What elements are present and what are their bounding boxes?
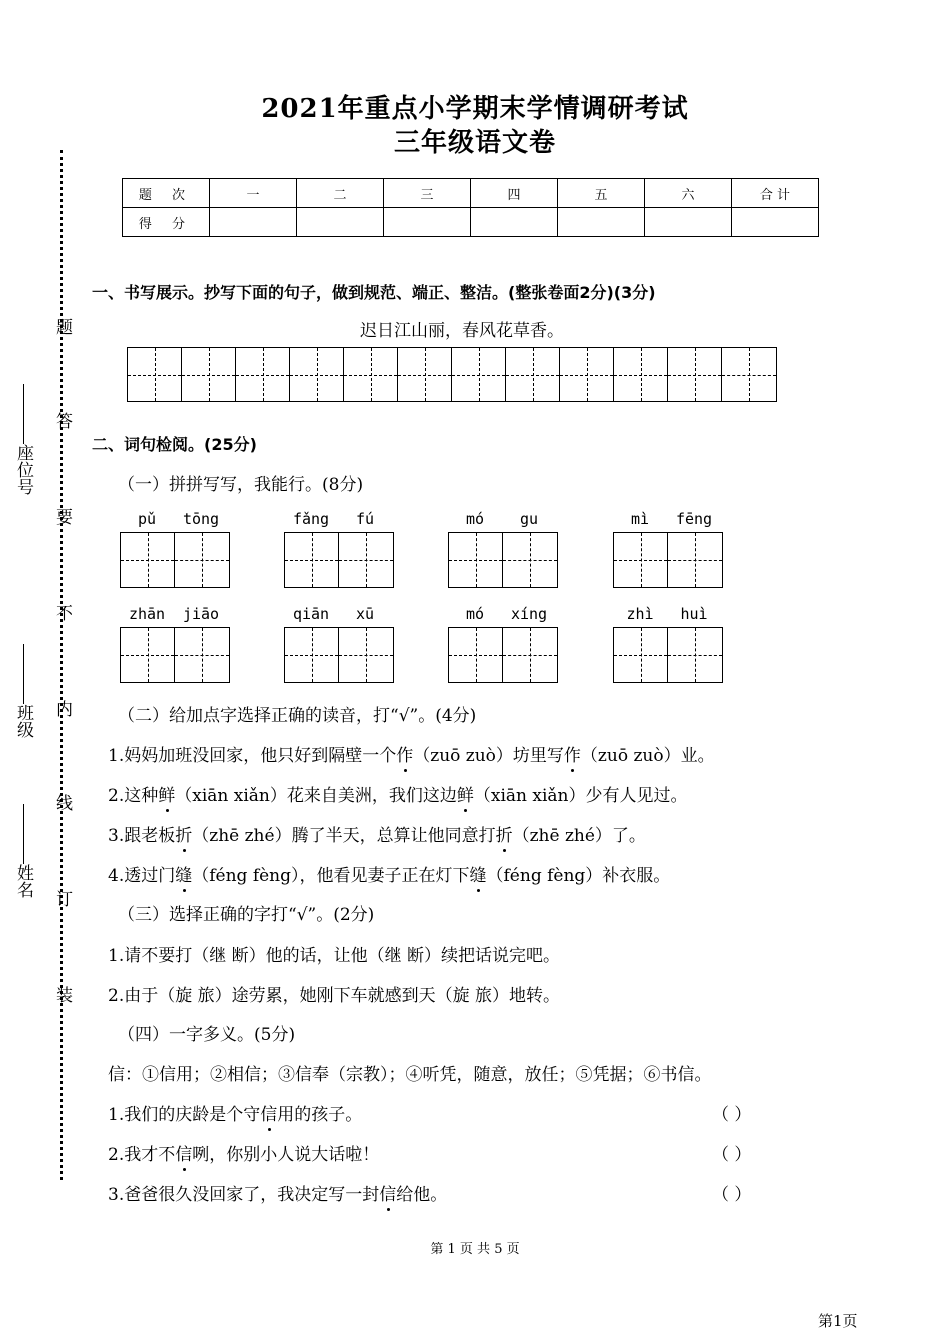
question-line: 1.妈妈加班没回家，他只好到隔壁一个作（zuō zuò）坊里写作（zuō zuò）业。 <box>108 746 715 766</box>
copy-writing-grid[interactable] <box>127 347 777 402</box>
part1-heading: （一）拼拼写写，我能行。(8分) <box>118 475 364 495</box>
question-line: 4.透过门缝（féng fèng），他看见妻子正在灯下缝（féng fèng）补衣服。 <box>108 866 671 886</box>
writing-cell[interactable] <box>339 533 393 587</box>
writing-cell[interactable] <box>452 348 506 401</box>
seat-number-label: 座位号 <box>13 444 33 495</box>
writing-cell[interactable] <box>560 348 614 401</box>
score-cell[interactable] <box>384 208 471 237</box>
pinyin-label: gu <box>519 510 539 528</box>
writing-cell[interactable] <box>182 348 236 401</box>
part3-heading: （三）选择正确的字打“√”。(2分) <box>118 905 375 925</box>
page-number-center: 第 1 页 共 5 页 <box>430 1242 520 1257</box>
table-row-header: 题 次 <box>123 179 210 208</box>
writing-cell[interactable] <box>121 628 175 682</box>
writing-cell[interactable] <box>285 628 339 682</box>
writing-cell[interactable] <box>449 533 503 587</box>
column-header: 五 <box>558 179 645 208</box>
writing-cell[interactable] <box>506 348 560 401</box>
writing-cell[interactable] <box>121 533 175 587</box>
margin-char: 题 <box>52 318 72 335</box>
score-cell[interactable] <box>210 208 297 237</box>
pinyin-label: mì <box>630 510 650 528</box>
column-header: 六 <box>645 179 732 208</box>
margin-char: 线 <box>52 794 72 811</box>
table-row-header: 得 分 <box>123 208 210 237</box>
page-number-right: 第1页 <box>818 1312 858 1330</box>
name-label: 姓名 <box>13 864 33 898</box>
meanings-line: 信：①信用；②相信；③信奉（宗教）；④听凭，随意，放任；⑤凭据；⑥书信。 <box>108 1065 712 1085</box>
column-header: 四 <box>471 179 558 208</box>
writing-cell[interactable] <box>668 533 722 587</box>
dotted-char: 信 <box>379 1185 397 1205</box>
exam-subtitle: 三年级语文卷 <box>393 128 556 158</box>
class-field[interactable] <box>14 640 31 738</box>
score-value-row <box>123 208 819 237</box>
score-cell[interactable] <box>558 208 645 237</box>
dotted-char: 作 <box>563 746 581 766</box>
pinyin-label: huì <box>680 605 708 623</box>
pinyin-label: pǔ <box>137 510 157 528</box>
pinyin-label: jiāo <box>182 605 220 623</box>
question-line: 1.我们的庆龄是个守信用的孩子。 <box>108 1105 363 1125</box>
writing-cell[interactable] <box>614 348 668 401</box>
answer-blank[interactable]: （ ） <box>712 1105 752 1125</box>
writing-cell[interactable] <box>128 348 182 401</box>
writing-cell[interactable] <box>722 348 776 401</box>
pinyin-writing-box[interactable] <box>613 627 723 683</box>
column-header: 二 <box>297 179 384 208</box>
score-table <box>122 178 819 237</box>
question-line: 2.我才不信咧，你别小人说大话啦！ <box>108 1145 380 1165</box>
pinyin-writing-box[interactable] <box>284 627 394 683</box>
writing-cell[interactable] <box>285 533 339 587</box>
margin-char: 答 <box>52 412 72 429</box>
copy-sentence: 迟日江山丽，春风花草香。 <box>360 321 564 341</box>
section1-heading: 一、书写展示。抄写下面的句子，做到规范、端正、整洁。(整张卷面2分)(3分) <box>92 283 656 302</box>
column-header: 合 计 <box>732 179 819 208</box>
score-cell[interactable] <box>732 208 819 237</box>
margin-char: 内 <box>52 700 72 717</box>
part4-heading: （四）一字多义。(5分) <box>118 1025 296 1045</box>
binding-dotted-line <box>60 150 63 1180</box>
dotted-char: 鲜 <box>158 786 176 806</box>
writing-cell[interactable] <box>290 348 344 401</box>
writing-cell[interactable] <box>175 533 229 587</box>
pinyin-label: mó <box>465 510 485 528</box>
writing-cell[interactable] <box>503 628 557 682</box>
writing-cell[interactable] <box>668 628 722 682</box>
pinyin-label: xíng <box>510 605 548 623</box>
writing-cell[interactable] <box>339 628 393 682</box>
margin-char: 装 <box>52 986 72 1003</box>
pinyin-writing-box[interactable] <box>448 627 558 683</box>
dotted-char: 鲜 <box>456 786 474 806</box>
dotted-char: 折 <box>495 826 513 846</box>
writing-cell[interactable] <box>236 348 290 401</box>
pinyin-writing-box[interactable] <box>120 532 230 588</box>
answer-blank[interactable]: （ ） <box>712 1145 752 1165</box>
writing-cell[interactable] <box>175 628 229 682</box>
dotted-char: 折 <box>175 826 193 846</box>
pinyin-writing-box[interactable] <box>448 532 558 588</box>
pinyin-label: fēng <box>675 510 713 528</box>
exam-title: 2021年重点小学期末学情调研考试 <box>261 94 689 124</box>
pinyin-label: tōng <box>182 510 220 528</box>
pinyin-label: fú <box>355 510 375 528</box>
writing-cell[interactable] <box>503 533 557 587</box>
class-label: 班级 <box>13 704 33 738</box>
column-header: 三 <box>384 179 471 208</box>
answer-blank[interactable]: （ ） <box>712 1185 752 1205</box>
writing-cell[interactable] <box>614 533 668 587</box>
writing-cell[interactable] <box>398 348 452 401</box>
dotted-char: 信 <box>260 1105 278 1125</box>
margin-char: 要 <box>52 508 72 525</box>
column-header: 一 <box>210 179 297 208</box>
dotted-char: 作 <box>396 746 414 766</box>
score-cell[interactable] <box>297 208 384 237</box>
dotted-char: 缝 <box>469 866 487 886</box>
writing-cell[interactable] <box>614 628 668 682</box>
pinyin-writing-box[interactable] <box>613 532 723 588</box>
section2-heading: 二、词句检阅。(25分) <box>92 435 257 454</box>
question-line: 2.这种鲜（xiān xiǎn）花来自美洲，我们这边鲜（xiān xiǎn）少有人见过。 <box>108 786 688 806</box>
part2-heading: （二）给加点字选择正确的读音，打“√”。(4分) <box>118 706 477 726</box>
pinyin-label: zhì <box>626 605 654 623</box>
pinyin-label: zhān <box>128 605 166 623</box>
question-line: 3.跟老板折（zhē zhé）腾了半天，总算让他同意打折（zhē zhé）了。 <box>108 826 646 846</box>
score-cell[interactable] <box>645 208 732 237</box>
pinyin-writing-box[interactable] <box>284 532 394 588</box>
writing-cell[interactable] <box>668 348 722 401</box>
margin-char: 订 <box>52 890 72 907</box>
dotted-char: 缝 <box>175 866 193 886</box>
pinyin-writing-box[interactable] <box>120 627 230 683</box>
question-line: 3.爸爸很久没回家了，我决定写一封信给他。 <box>108 1185 448 1205</box>
question-line: 2.由于（旋 旅）途劳累，她刚下车就感到天（旋 旅）地转。 <box>108 986 561 1006</box>
seat-number-field[interactable] <box>14 380 31 495</box>
name-field[interactable] <box>14 800 31 898</box>
pinyin-label: fǎng <box>292 510 330 528</box>
score-cell[interactable] <box>471 208 558 237</box>
writing-cell[interactable] <box>344 348 398 401</box>
pinyin-label: qiān <box>292 605 330 623</box>
writing-cell[interactable] <box>449 628 503 682</box>
pinyin-label: mó <box>465 605 485 623</box>
pinyin-label: xū <box>355 605 375 623</box>
score-header-row <box>123 179 819 208</box>
dotted-char: 信 <box>175 1145 193 1165</box>
question-line: 1.请不要打（继 断）他的话，让他（继 断）续把话说完吧。 <box>108 946 561 966</box>
margin-char: 不 <box>52 604 72 621</box>
